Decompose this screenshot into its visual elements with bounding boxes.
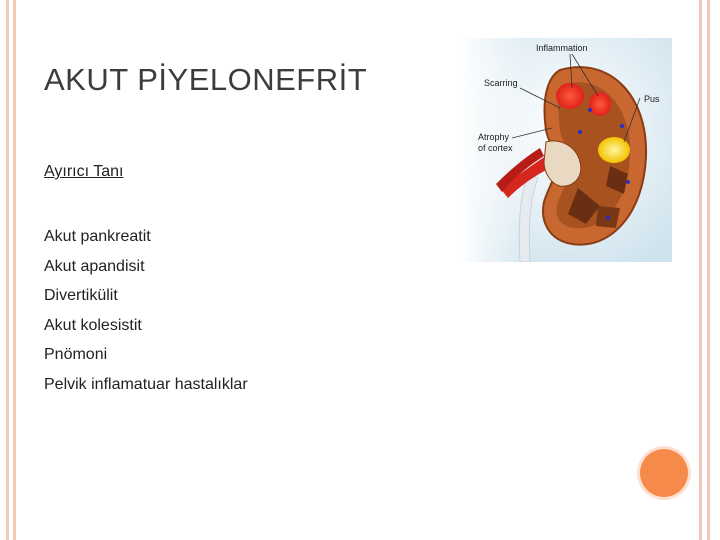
list-item: Akut kolesistit — [44, 316, 142, 334]
label-atrophy: Atrophy — [478, 132, 510, 142]
inflammation-area-2 — [589, 92, 611, 116]
label-inflammation: Inflammation — [536, 43, 588, 53]
right-border-rule-inner — [699, 0, 702, 540]
list-item: Akut pankreatit — [44, 228, 151, 245]
list-item: Pelvik inflamatuar hastalıklar — [44, 375, 248, 393]
pus-dot — [578, 130, 582, 134]
kidney-illustration — [460, 38, 672, 262]
pus-dot — [626, 180, 630, 184]
slide-subtitle: Ayırıcı Tanı — [44, 163, 124, 180]
label-pus: Pus — [644, 94, 660, 104]
list-item: Akut apandisit — [44, 257, 145, 275]
slide-title: AKUT PİYELONEFRİT — [44, 62, 368, 97]
right-border-rule-outer — [707, 0, 710, 540]
pus-dot — [588, 108, 592, 112]
label-atrophy-cortex: of cortex — [478, 143, 513, 153]
list-item: Divertikülit — [44, 287, 118, 305]
pus-dot — [620, 124, 624, 128]
differential-diagnosis-list — [44, 222, 248, 400]
inflammation-area-1 — [556, 83, 584, 109]
pus-dot — [606, 216, 610, 220]
label-scarring: Scarring — [484, 78, 518, 88]
left-border-rule-inner — [13, 0, 16, 540]
kidney-diagram — [460, 38, 672, 262]
pus-area — [598, 137, 630, 163]
left-border-rule-outer — [6, 0, 9, 540]
list-item: Pnömoni — [44, 346, 108, 364]
decorative-circle — [640, 449, 688, 497]
